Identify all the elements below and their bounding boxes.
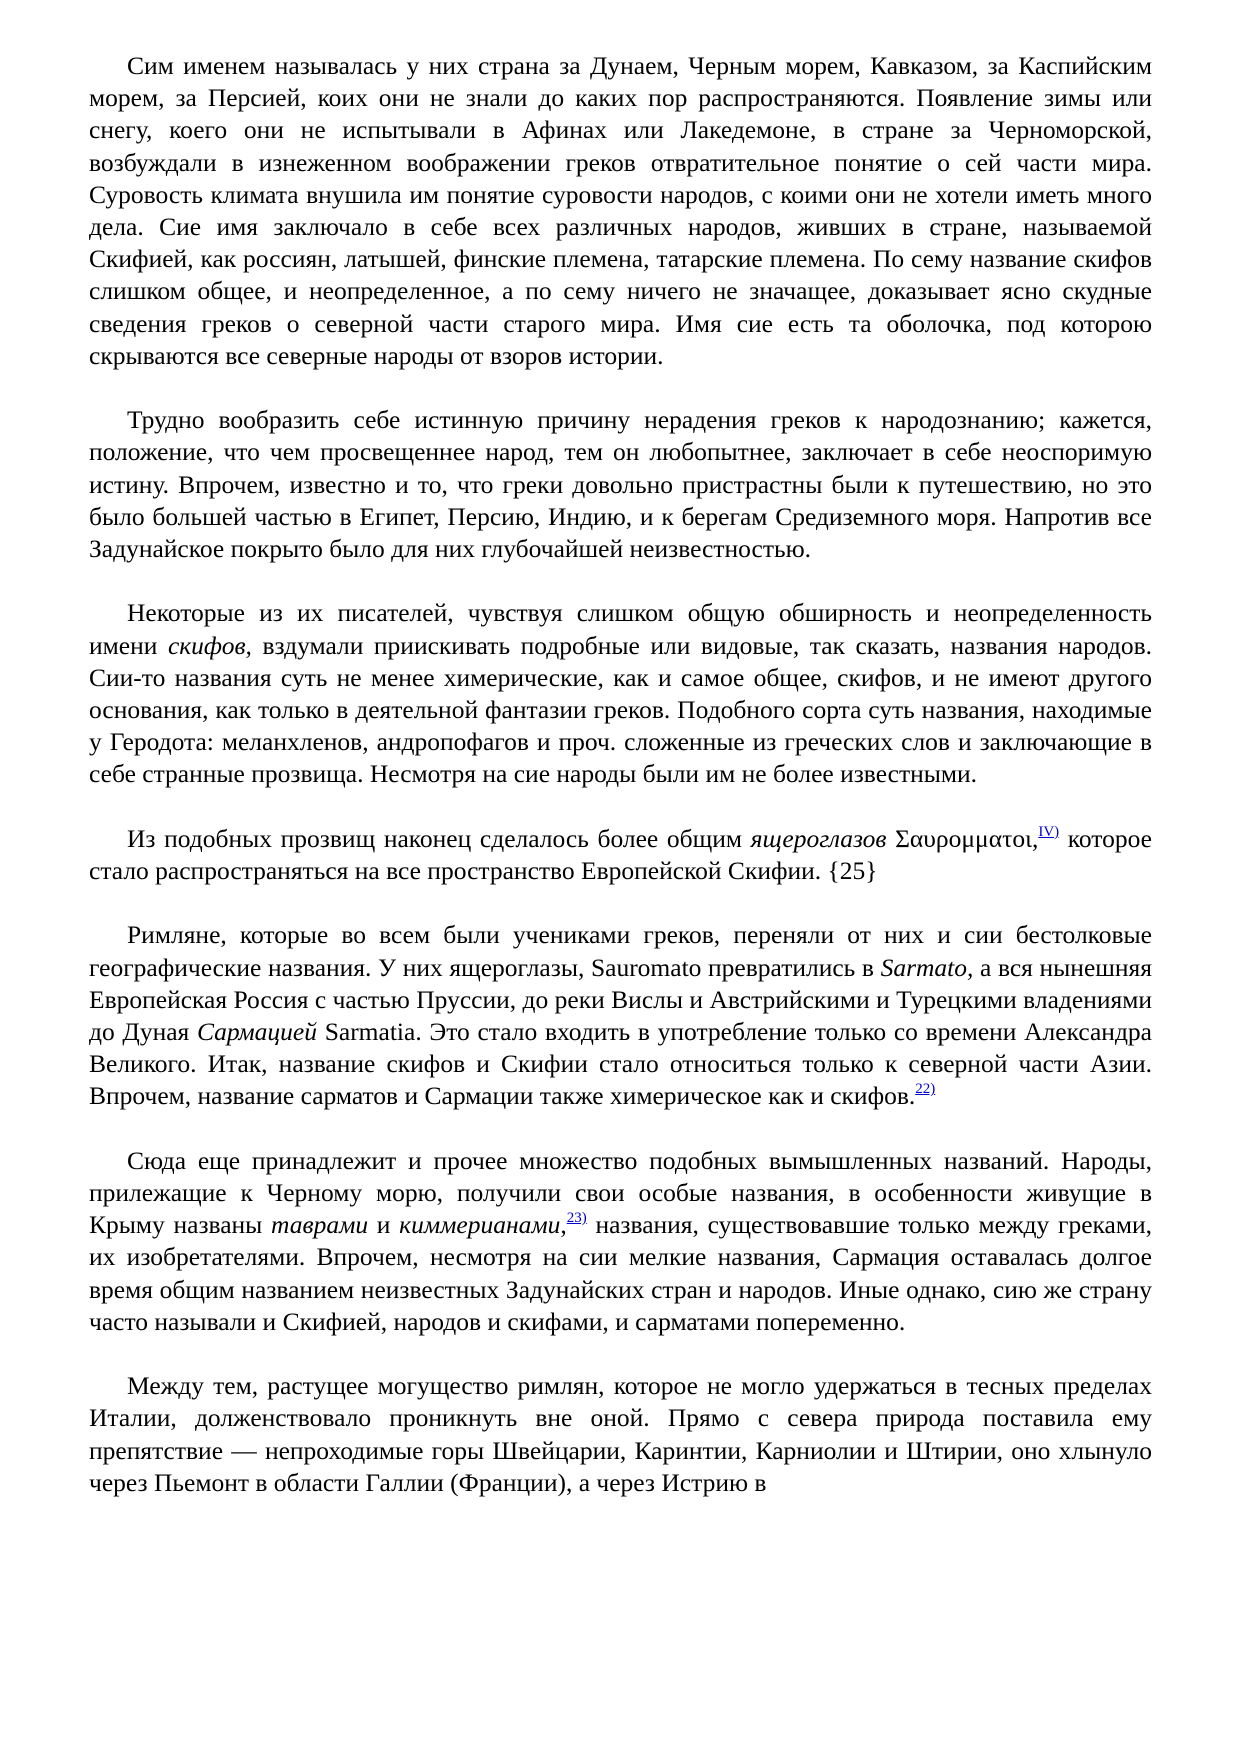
paragraph-4-greek: Σαυρομματοι,: [886, 823, 1039, 853]
footnote-link-IV[interactable]: IV): [1038, 823, 1060, 840]
paragraph-3-text-b: вздумали приискивать подробные или видовые, так сказать, названия народов. Сии-то названия суть не менее химерические, как и самое общее, скифов, и не имеют другого основания, как только в деятельной фантазии греков. Подобного сорта суть названия, находимые у Геродота: меланхленов, андропофагов и проч. сложенные из греческих слов и заключающие в себе странные прозвища. Несмотря на сие народы были им не более известными.: [89, 630, 1152, 789]
paragraph-7: Между тем, растущее могущество римлян, которое не могло удержаться в тесных пределах Италии, долженствовало проникнуть вне оной. Прямо с севера природа поставила ему препятствие — непроходимые горы Швейцарии, Каринтии, Карниолии и Штирии, оно хлынуло через Пьемонт в области Галлии (Франции), а через Истрию в: [89, 1371, 1152, 1497]
document-page: [89, 50, 1152, 1499]
footnote-ref-23: [567, 1210, 587, 1226]
paragraph-6-italic-2: киммерианами: [399, 1210, 561, 1240]
paragraph-4-text-c: которое стало распространяться на все пространство Европейской Скифии. {25}: [89, 823, 1152, 886]
paragraph-1: Сим именем называлась у них страна за Дунаем, Черным морем, Кавказом, за Каспийским морем, за Персией, коих они не знали до каких пор распространяются. Появление зимы или снегу, коего они не испытывали в Афинах или Лакедемоне, в стране за Черноморской, возбуждали в изнеженном воображении греков отвратительное понятие о сей части мира. Суровость климата внушила им понятие суровости народов, с коими они не хотели иметь много дела. Сие имя заключало в себе всех различных народов, живших в стране, называемой Скифией, как россиян, латышей, финские племена, татарские племена. По сему название скифов слишком общее, и неопределенное, а по сему ничего не значащее, доказывает ясно скудные сведения греков о северной части старого мира. Имя сие есть та оболочка, под которою скрываются все северные народы от взоров истории.: [89, 51, 1152, 370]
paragraph-4-italic: ящероглазов: [750, 823, 887, 853]
paragraph-5: [89, 919, 1152, 1112]
paragraph-4-text-a: Из подобных прозвищ наконец сделалось более общим: [127, 823, 751, 853]
paragraph-6: [89, 1145, 1152, 1338]
paragraph-6-text-d: названия, существовавшие только между греками, их изобретателями. Впрочем, несмотря на сии мелкие названия, Сармация оставалась долгое время общим названием неизвестных Задунайских стран и народов. Иные однако, сию же страну часто называли и Скифией, народов и скифами, и сарматами попеременно.: [89, 1210, 1152, 1336]
paragraph-6-text-b: и: [368, 1210, 400, 1240]
paragraph-5-italic-2: Сармацией: [196, 1017, 317, 1047]
footnote-link-22[interactable]: 22): [915, 1081, 936, 1098]
paragraph-6-italic-1: таврами: [271, 1210, 369, 1240]
footnote-ref-22: [915, 1081, 935, 1097]
paragraph-2: Трудно вообразить себе истинную причину нерадения греков к народознанию; кажется, положение, что чем просвещеннее народ, тем он любопытнее, заключает в себе неоспоримую истину. Впрочем, известно и то, что греки довольно пристрастны были к путешествию, но это было большей частью в Египет, Персию, Индию, и к берегам Средиземного моря. Напротив все Задунайское покрыто было для них глубочайшей неизвестностью.: [89, 405, 1152, 564]
paragraph-3: [89, 597, 1152, 790]
paragraph-5-text-a: Римляне, которые во всем были учениками греков, переняли от них и сии бестолковые географические названия. У них ящероглазы, Sauromato превратились в: [89, 920, 1152, 982]
paragraph-6-text-c: ,: [560, 1210, 567, 1240]
paragraph-3-text-a: Некоторые из их писателей, чувствуя слишком общую обширность и неопределенность имени: [89, 598, 1152, 660]
paragraph-5-italic-1: Sarmato,: [880, 952, 974, 982]
paragraph-5-text-c: Sarmatia. Это стало входить в употребление только со времени Александра Великого. Итак, название скифов и Скифии стало относиться только к северной части Азии. Впрочем, название сарматов и Сармации также химерическое как и скифов.: [89, 1017, 1152, 1111]
paragraph-5-text-b: а вся нынешняя Европейская Россия с частью Пруссии, до реки Вислы и Австрийскими и Турецкими владениями до Дуная: [89, 952, 1152, 1047]
footnote-link-23[interactable]: 23): [566, 1210, 587, 1227]
footnote-ref-IV: [1038, 824, 1059, 840]
paragraph-4: [89, 823, 1152, 887]
paragraph-6-text-a: Сюда еще принадлежит и прочее множество подобных вымышленных названий. Народы, прилежащие к Черному морю, получили свои особые названия, в особенности живущие в Крыму названы: [89, 1145, 1152, 1240]
paragraph-3-italic: скифов,: [167, 630, 252, 660]
